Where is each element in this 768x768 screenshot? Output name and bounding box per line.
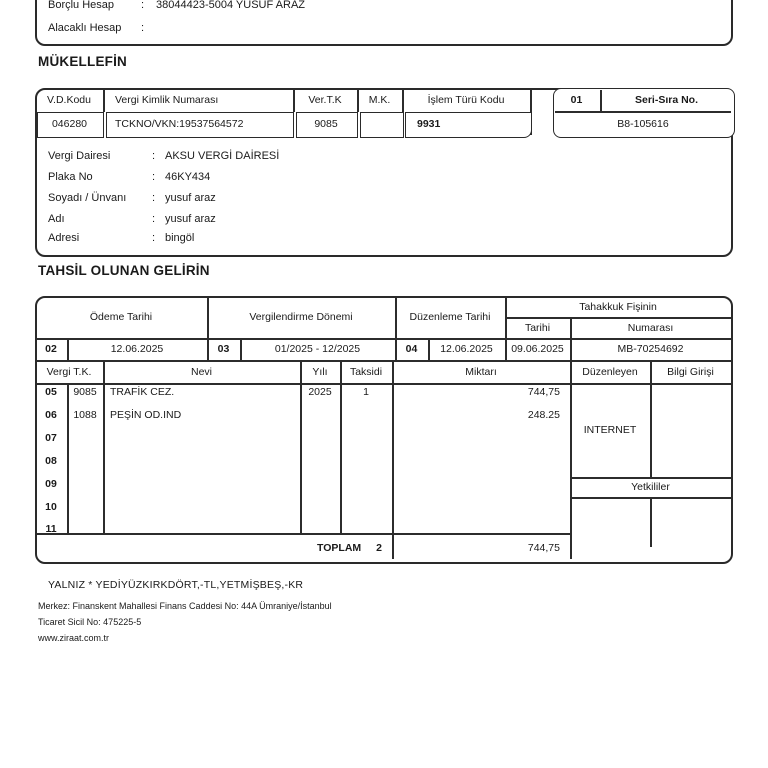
row-num: 06 — [45, 409, 57, 421]
row-taksit: 1 — [363, 386, 369, 398]
row-nevi: PEŞİN OD.IND — [110, 409, 182, 421]
duzenleyen-value: INTERNET — [583, 424, 637, 436]
row-miktar: 744,75 — [527, 386, 560, 398]
bank-website: www.ziraat.com.tr — [38, 633, 110, 643]
row-tk: 1088 — [73, 409, 97, 421]
row-num: 05 — [45, 386, 57, 398]
field-colon: : — [152, 213, 156, 225]
header-tahakkuk-numarasi: Numarası — [627, 321, 674, 334]
yetkililer-label: Yetkililer — [631, 481, 670, 493]
divider — [67, 383, 69, 533]
row-code-04: 04 — [405, 343, 418, 355]
tahakkuk-tarihi-value: 09.06.2025 — [511, 343, 564, 355]
vd-kodu-value: 046280 — [51, 118, 88, 130]
row-tk: 9085 — [73, 386, 97, 398]
donem-value: 01/2025 - 12/2025 — [274, 343, 361, 355]
mk-cell — [360, 112, 404, 138]
trade-registry: Ticaret Sicil No: 475225-5 — [38, 617, 142, 627]
row-nevi: TRAFİK CEZ. — [110, 386, 175, 398]
toplam-label: TOPLAM — [317, 542, 362, 554]
seri-sira-header: Seri-Sıra No. — [634, 93, 699, 106]
code-01: 01 — [570, 93, 583, 106]
row-num: 10 — [45, 501, 57, 513]
divider — [37, 533, 570, 535]
creditor-colon: : — [141, 22, 145, 34]
col-vd-kodu: V.D.Kodu — [47, 94, 91, 106]
field-value: yusuf araz — [165, 213, 216, 225]
col-nevi: Nevi — [190, 365, 212, 378]
col-yili: Yılı — [312, 365, 328, 378]
divider — [103, 360, 105, 533]
tahakkuk-no-value: MB-70254692 — [617, 343, 684, 355]
row-code-03: 03 — [217, 343, 230, 355]
field-label: Adı — [48, 213, 65, 225]
field-colon: : — [152, 150, 156, 162]
header-tahakkuk-fisinin: Tahakkuk Fişinin — [579, 300, 657, 313]
field-label: Adresi — [48, 232, 80, 244]
bank-address: Merkez: Finanskent Mahallesi Finans Caddesi No: 44A Ümraniye/İstanbul — [38, 601, 332, 611]
duzenleme-tarihi-value: 12.06.2025 — [440, 343, 493, 355]
field-value: bingöl — [165, 232, 195, 244]
toplam-cell — [35, 540, 382, 556]
taxpayer-heading: MÜKELLEFİN — [38, 54, 127, 69]
row-num: 07 — [45, 432, 57, 444]
accounts-box — [35, 0, 733, 46]
header-odeme-tarihi: Ödeme Tarihi — [89, 311, 153, 323]
header-vergilendirme-donemi: Vergilendirme Dönemi — [249, 311, 353, 323]
field-value: yusuf araz — [165, 192, 216, 204]
col-ver-tk: Ver.T.K — [308, 94, 342, 106]
col-mk: M.K. — [368, 94, 391, 106]
col-bilgi-girisi: Bilgi Girişi — [667, 365, 714, 378]
col-vkn: Vergi Kimlik Numarası — [115, 94, 219, 106]
seri-sira-value: B8-105616 — [617, 117, 669, 130]
field-colon: : — [152, 192, 156, 204]
debtor-label: Borçlu Hesap — [48, 0, 115, 11]
amount-in-words: YALNIZ * YEDİYÜZKIRKDÖRT,-TL,YETMİŞBEŞ,-KR — [48, 579, 304, 591]
debtor-colon: : — [141, 0, 145, 11]
field-value: 46KY434 — [165, 171, 211, 183]
islem-turu-value: 9931 — [417, 118, 441, 130]
col-miktari: Miktarı — [465, 365, 497, 378]
row-yil: 2025 — [308, 386, 332, 398]
row-miktar: 248.25 — [527, 409, 560, 421]
ver-tk-value: 9085 — [314, 118, 338, 130]
divider — [103, 89, 105, 112]
row-num: 09 — [45, 478, 57, 490]
field-label: Plaka No — [48, 171, 93, 183]
field-colon: : — [152, 171, 156, 183]
row-code-02: 02 — [45, 343, 57, 355]
toplam-value: 744,75 — [527, 542, 560, 554]
header-duzenleme-tarihi: Düzenleme Tarihi — [409, 311, 491, 323]
odeme-tarihi-value: 12.06.2025 — [110, 343, 164, 355]
row-num: 08 — [45, 455, 57, 467]
field-value: AKSU VERGİ DAİRESİ — [165, 150, 280, 162]
field-label: Soyadı / Ünvanı — [48, 192, 127, 204]
col-islem-turu: İşlem Türü Kodu — [427, 94, 505, 106]
divider — [570, 477, 731, 479]
signature-divider — [650, 497, 652, 547]
field-label: Vergi Dairesi — [48, 150, 111, 162]
toplam-count: 2 — [376, 542, 382, 554]
col-taksidi: Taksidi — [349, 365, 383, 378]
creditor-label: Alacaklı Hesap — [48, 22, 122, 34]
vkn-value: TCKNO/VKN:19537564572 — [115, 118, 244, 130]
collection-heading: TAHSİL OLUNAN GELİRİN — [38, 263, 210, 278]
col-vergi-tk: Vergi T.K. — [46, 365, 92, 378]
debtor-value: 38044423-5004 YUSUF ARAZ — [156, 0, 305, 11]
col-duzenleyen: Düzenleyen — [582, 365, 638, 378]
field-colon: : — [152, 232, 156, 244]
row-num: 11 — [45, 523, 57, 535]
header-tahakkuk-tarihi: Tarihi — [524, 321, 551, 334]
